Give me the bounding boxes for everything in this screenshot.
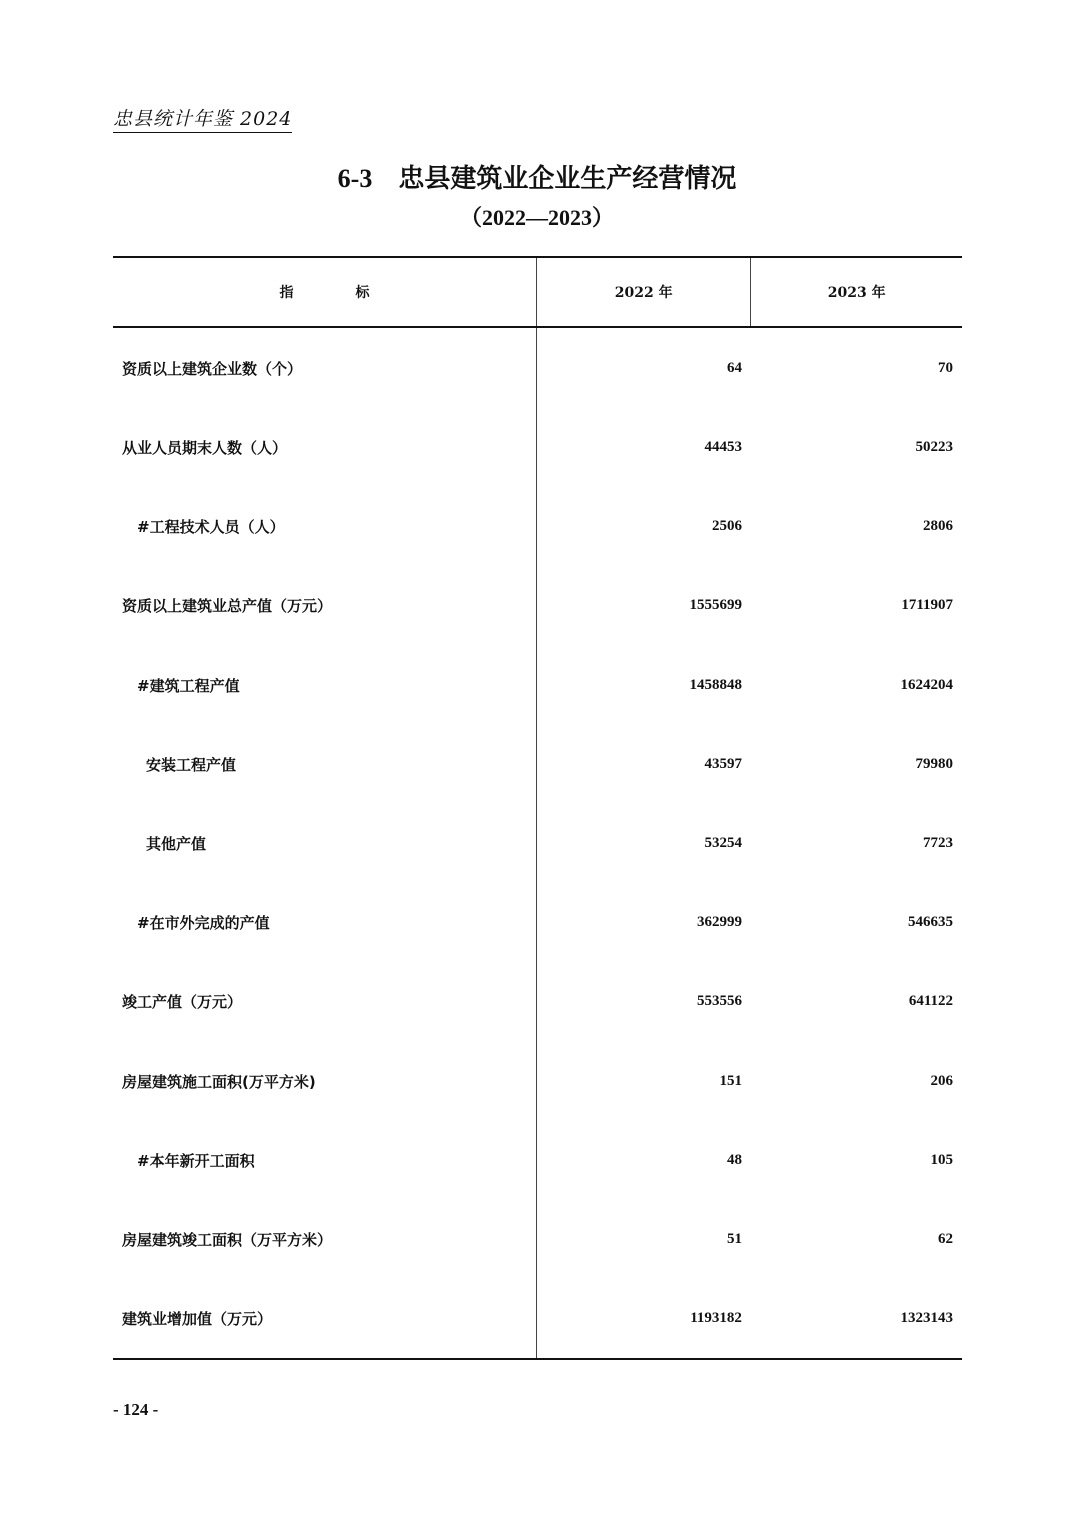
table-row: [113, 646, 962, 725]
header-row: [113, 257, 962, 327]
header-2022: 2022 年: [536, 257, 751, 327]
table-row: [113, 1279, 962, 1359]
value-2022: 362999: [696, 914, 742, 931]
value-2023: 1323143: [751, 1279, 962, 1359]
table-row: [113, 725, 962, 804]
row-label: 竣工产值（万元）: [113, 962, 536, 1041]
header-indicator: [113, 257, 536, 327]
row-label: 资质以上建筑业总产值（万元）: [113, 566, 536, 645]
table-row: [113, 1200, 962, 1279]
header-indicator-char-2: 标: [355, 285, 370, 301]
value-2022: 51: [726, 1230, 742, 1247]
value-2022: 53254: [704, 835, 742, 852]
table-row: [113, 962, 962, 1041]
page-number: - 124 -: [113, 1400, 159, 1419]
table-title: [0, 158, 1074, 195]
value-2023: 50223: [915, 439, 953, 456]
row-label: #在市外完成的产值: [113, 883, 536, 962]
value-2022: 43597: [704, 755, 742, 772]
table-row: [113, 327, 962, 408]
table-row: [113, 804, 962, 883]
row-label: 安装工程产值: [113, 725, 536, 804]
value-2023: 546635: [908, 914, 953, 931]
value-2023: 2806: [923, 518, 953, 535]
table-row: [113, 883, 962, 962]
table-header: [113, 257, 962, 327]
table-row: [113, 1121, 962, 1200]
value-2023: 70: [938, 359, 953, 376]
row-label: 资质以上建筑企业数（个）: [113, 327, 536, 408]
row-label: 房屋建筑竣工面积（万平方米）: [113, 1200, 536, 1279]
value-2023: 206: [930, 1072, 953, 1089]
header-2023: 2023 年: [751, 257, 962, 327]
row-label: 建筑业增加值（万元）: [113, 1279, 536, 1359]
value-2023: 79980: [915, 755, 953, 772]
row-label: #本年新开工面积: [113, 1121, 536, 1200]
running-head: 忠县统计年鉴 2024: [113, 104, 292, 133]
table-row: [113, 487, 962, 566]
value-2023: 1624204: [900, 676, 953, 693]
header-indicator-char-1: 指: [279, 285, 294, 301]
row-label: 从业人员期末人数（人）: [113, 408, 536, 487]
table-row: [113, 1042, 962, 1121]
value-2022: 151: [719, 1072, 742, 1089]
table-body: [113, 327, 962, 1359]
value-2023: 62: [938, 1230, 953, 1247]
value-2023: 1711907: [901, 597, 953, 614]
table-row: [113, 566, 962, 645]
value-2022: 2506: [711, 518, 742, 535]
value-2023: 7723: [923, 835, 953, 852]
data-table: [113, 256, 962, 1360]
value-2023: 105: [930, 1151, 953, 1168]
value-2022: 48: [726, 1151, 742, 1168]
table-row: [113, 408, 962, 487]
value-2022: 1193182: [536, 1279, 751, 1359]
table-subtitle: （2022—2023）: [459, 205, 614, 230]
table-title-text: 忠县建筑业企业生产经营情况: [398, 164, 737, 194]
row-label: #工程技术人员（人）: [113, 487, 536, 566]
row-label: 房屋建筑施工面积(万平方米): [113, 1042, 536, 1121]
value-2022: 64: [726, 359, 742, 376]
value-2022: 1555699: [689, 597, 742, 614]
value-2022: 44453: [704, 439, 742, 456]
value-2022: 553556: [696, 993, 742, 1010]
table-number: 6-3: [337, 164, 373, 193]
value-2022: 1458848: [689, 676, 742, 693]
value-2023: 641122: [908, 993, 953, 1010]
row-label: 其他产值: [113, 804, 536, 883]
row-label: #建筑工程产值: [113, 646, 536, 725]
